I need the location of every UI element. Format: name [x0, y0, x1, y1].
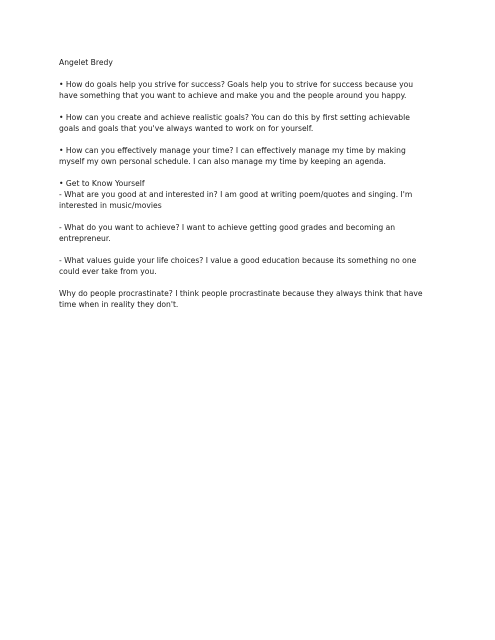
paragraph-goals-success: • How do goals help you strive for success? Goals help you to strive for success because you have something that you want to achieve and make you and the people around you happy. [59, 80, 414, 100]
paragraph-realistic-goals: • How can you create and achieve realistic goals? You can do this by first setting achievable goals and goals that you've always wanted to work on for yourself. [59, 113, 410, 133]
author-name: Angelet Bredy [59, 58, 113, 67]
paragraph-time-management: • How can you effectively manage your time? I can effectively manage my time by making myself my own personal schedule. I can also manage my time by keeping an agenda. [59, 146, 406, 166]
paragraph-values: - What values guide your life choices? I value a good education because its something no one could ever take from you. [59, 256, 417, 276]
paragraph-achieve: - What do you want to achieve? I want to achieve getting good grades and becoming an entrepreneur. [59, 223, 396, 243]
document-body [59, 57, 444, 310]
paragraph-know-yourself: • Get to Know Yourself - What are you good at and interested in? I am good at writing poem/quotes and singing. I'm interested in music/movies [59, 179, 413, 210]
paragraph-procrastinate: Why do people procrastinate? I think people procrastinate because they always think that have time when in reality they don't. [59, 289, 423, 309]
